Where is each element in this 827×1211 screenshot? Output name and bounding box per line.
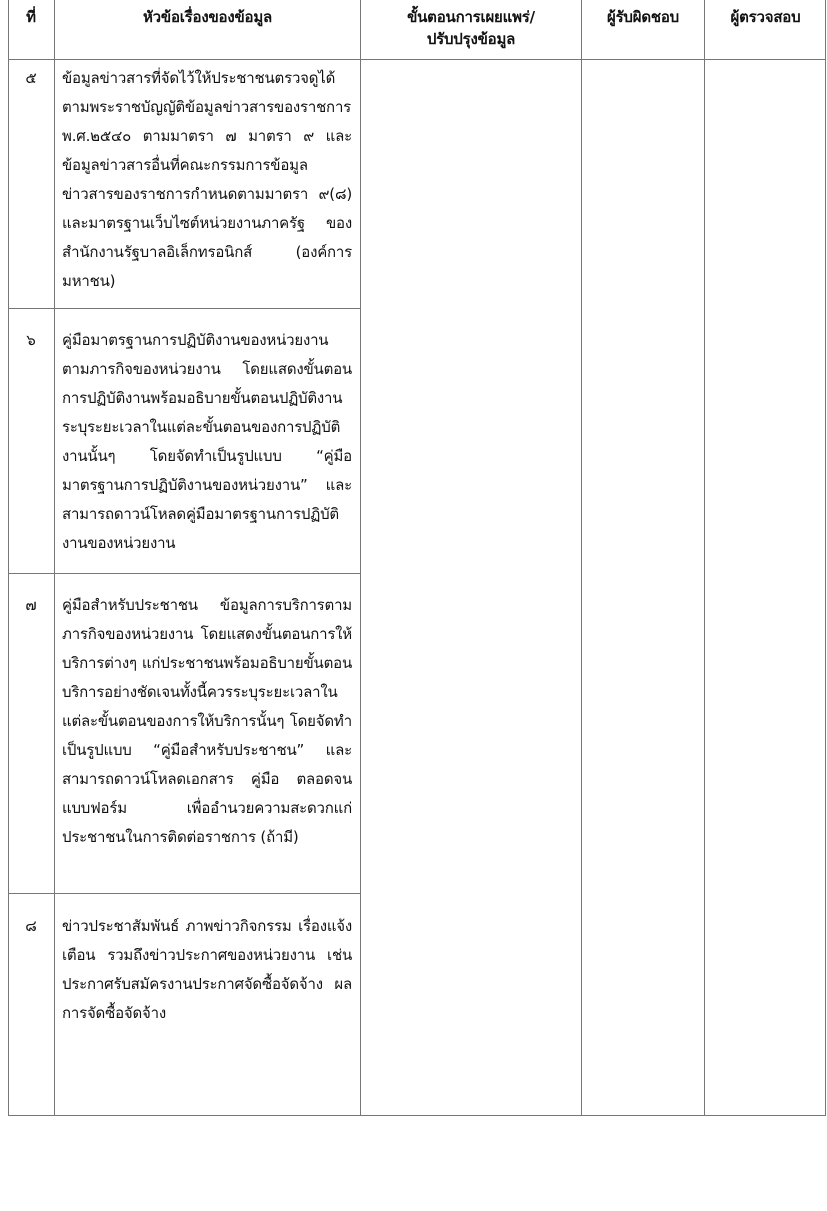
header-divider bbox=[8, 59, 826, 60]
header-process: ขั้นตอนการเผยแพร่/ ปรับปรุงข้อมูล bbox=[407, 8, 535, 48]
column-divider bbox=[581, 0, 582, 1116]
header-reviewer: ผู้ตรวจสอบ bbox=[730, 8, 801, 26]
header-responsible: ผู้รับผิดชอบ bbox=[606, 8, 679, 26]
row-topic: คู่มือสำหรับประชาชน ข้อมูลการบริการตามภารกิจของหน่วยงาน โดยแสดงขั้นตอนการให้บริการต่างๆ แก่ประชาชนพร้อมอธิบายขั้นตอนบริการอย่างชัดเจนทั้งนี้ควรระบุระยะเวลาในแต่ละขั้นตอนของการให้บริการนั้นๆ โดยจัดทำเป็นรูปแบบ “คู่มือสำหรับประชาชน” และสามารถดาวน์โหลดเอกสาร คู่มือ ตลอดจนแบบฟอร์ม เพื่ออำนวยความสะดวกแก่ประชาชนในการติดต่อราชการ (ถ้ามี) bbox=[62, 596, 352, 846]
column-divider bbox=[54, 0, 55, 1116]
header-no: ที่ bbox=[26, 8, 36, 26]
row-number: ๗ bbox=[25, 596, 37, 614]
row-divider bbox=[8, 573, 361, 574]
row-topic: คู่มือมาตรฐานการปฏิบัติงานของหน่วยงานตามภารกิจของหน่วยงาน โดยแสดงขั้นตอนการปฏิบัติงานพร้อมอธิบายขั้นตอนปฏิบัติงาน ระบุระยะเวลาในแต่ละขั้นตอนของการปฏิบัติงานนั้นๆ โดยจัดทำเป็นรูปแบบ “คู่มือมาตรฐานการปฏิบัติงานของหน่วยงาน” และสามารถดาวน์โหลดคู่มือมาตรฐานการปฏิบัติงานของหน่วยงาน bbox=[62, 331, 352, 552]
row-number: ๖ bbox=[26, 331, 36, 349]
row-number: ๕ bbox=[25, 69, 37, 87]
row-topic: ข่าวประชาสัมพันธ์ ภาพข่าวกิจกรรม เรื่องแจ้งเตือน รวมถึงข่าวประกาศของหน่วยงาน เช่น ประกาศรับสมัครงานประกาศจัดซื้อจัดจ้าง ผลการจัดซื้อจัดจ้าง bbox=[62, 917, 352, 1022]
header-topic: หัวข้อเรื่องของข้อมูล bbox=[142, 8, 273, 26]
row-number: ๘ bbox=[25, 917, 37, 935]
row-divider bbox=[8, 893, 361, 894]
row-topic: ข้อมูลข่าวสารที่จัดไว้ให้ประชาชนตรวจดูได้ตามพระราชบัญญัติข้อมูลข่าวสารของราชการ พ.ศ.๒๕๔๐ ตามมาตรา ๗ มาตรา ๙ และข้อมูลข่าวสารอื่นที่คณะกรรมการข้อมูลข่าวสารของราชการกำหนดตามมาตรา ๙(๘) และมาตรฐานเว็บไซต์หน่วยงานภาครัฐ ของสำนักงานรัฐบาลอิเล็กทรอนิกส์ (องค์การมหาชน) bbox=[62, 69, 352, 290]
column-divider bbox=[360, 0, 361, 1116]
table-bottom-border bbox=[8, 1115, 826, 1116]
column-divider bbox=[704, 0, 705, 1116]
row-divider bbox=[8, 308, 361, 309]
